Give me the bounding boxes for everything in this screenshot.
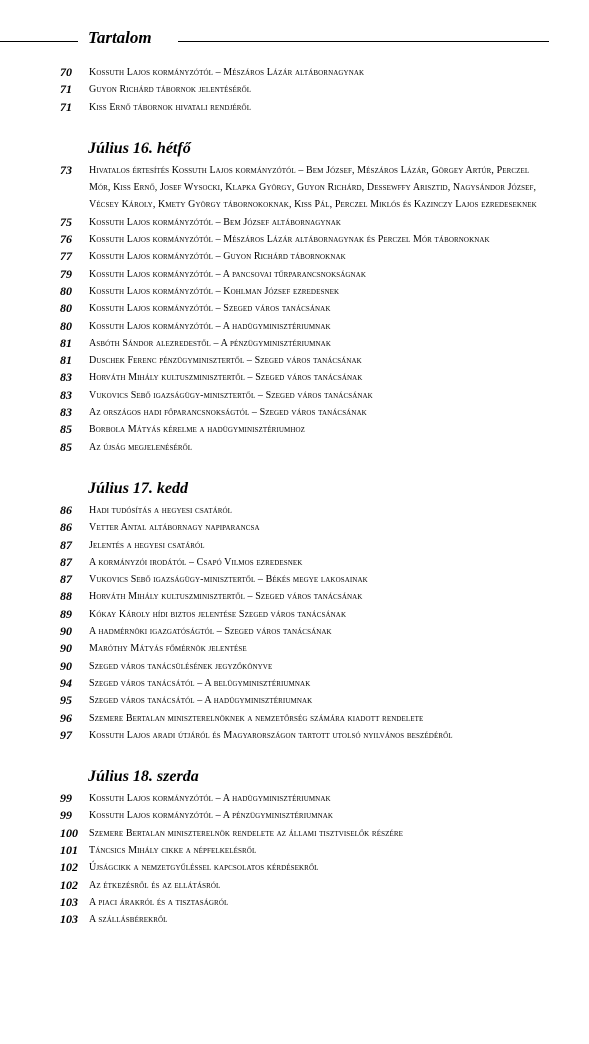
toc-entry [0,911,589,928]
toc-entry [0,710,589,727]
toc-entry [0,658,589,675]
table-of-contents [0,64,589,928]
page-number: 99 [60,808,72,823]
entry-title: Kossuth Lajos kormányzótól – Mészáros Lázár altábornagynak és Perczel Mór tábornoknak [89,234,490,246]
page-number: 102 [60,860,78,875]
header-rule-right [178,41,549,42]
entry-title: Kossuth Lajos kormányzótól – A pancsovai tűrparancsnokságnak [89,268,367,280]
entry-title: Jelentés a hegyesi csatáról [89,539,205,551]
toc-entry [0,537,589,554]
entry-title: Szeged város tanácsülésének jegyzőkönyve [89,660,273,672]
entry-title: Duschek Ferenc pénzügyminisztertől – Szeged város tanácsának [89,355,362,367]
toc-entry [0,606,589,623]
toc-entry [0,214,589,231]
page-number: 88 [60,589,72,604]
entry-title: Táncsics Mihály cikke a népfelkelésről [89,844,257,856]
toc-entry [0,248,589,265]
page-number: 80 [60,318,72,333]
entry-title: Hadi tudósítás a hegyesi csatáról [89,504,233,516]
toc-entry [0,439,589,456]
toc-entry [0,692,589,709]
entry-title: Kossuth Lajos kormányzótól – Bem József altábornagynak [89,216,342,228]
toc-entry [0,99,589,116]
toc-entry [0,502,589,519]
toc-entry [0,571,589,588]
entry-title: A kormányzói irodától – Csapó Vilmos ezredesnek [89,556,303,568]
section-gap [0,116,589,134]
toc-entry [0,162,589,214]
page-number: 79 [60,266,72,281]
entry-title: Kossuth Lajos kormányzótól – A pénzügyminisztériumnak [89,810,334,822]
entry-title: Kossuth Lajos aradi útjáról és Magyarországon tartott utolsó nyilvános beszédéről [89,729,453,741]
entry-title: Kossuth Lajos kormányzótól – Mészáros Lázár altábornagynak [89,67,365,78]
day-heading: Július 18. szerda [88,768,199,786]
toc-entry [0,387,589,404]
toc-entry [0,640,589,657]
page-number: 75 [60,214,72,229]
entry-title: Újságcikk a nemzetgyűléssel kapcsolatos kérdésekről [89,862,319,874]
day-heading: Július 17. kedd [88,479,189,497]
page-number: 103 [60,894,78,909]
page-number: 86 [60,502,72,517]
toc-entry [0,404,589,421]
toc-entry [0,554,589,571]
toc-entry [0,877,589,894]
entry-title: Kossuth Lajos kormányzótól – Guyon Richárd tábornoknak [89,251,346,263]
page-number: 71 [60,82,72,97]
page-number: 83 [60,370,72,385]
toc-entry [0,421,589,438]
entry-title: Hivatalos értesítés Kossuth Lajos kormányzótól – Bem József, Mészáros Lázár, Görgey Artúr, Perczel Mór, Kiss Ernő, Josef Wysocki, Klapka György, Guyon Richárd, Dessewffy Arisztid, Nagysándor József, Vécsey Károly, Kmety György tábornokoknak, Kiss Pál, Perczel Miklós és Kazinczy Lajos ezredeseknek [89,164,537,211]
page-number: 97 [60,727,72,742]
entry-title: Szeged város tanácsától – A belügyminisztériumnak [89,677,311,689]
page-number: 90 [60,641,72,656]
page-number: 87 [60,554,72,569]
entry-title: Horváth Mihály kultuszminisztertől – Szeged város tanácsának [89,372,363,384]
page-number: 87 [60,572,72,587]
toc-entry [0,81,589,98]
page-number: 81 [60,353,72,368]
entry-title: Kossuth Lajos kormányzótól – Kohlman József ezredesnek [89,285,340,297]
entry-title: Vukovics Sebő igazságügy-minisztertől – Szeged város tanácsának [89,389,373,401]
page-number: 77 [60,249,72,264]
entry-title: Vukovics Sebő igazságügy-minisztertől – Békés megye lakosainak [89,574,368,586]
entry-title: Guyon Richárd tábornok jelentéséről [89,84,252,96]
page-number: 85 [60,422,72,437]
page-header [0,28,589,48]
toc-entry [0,318,589,335]
toc-entry [0,369,589,386]
page-number: 71 [60,99,72,114]
entry-title: Az újság megjelenéséről [89,441,193,453]
toc-entry [0,64,589,81]
entry-title: Kossuth Lajos kormányzótól – Szeged város tanácsának [89,303,331,315]
page-number: 76 [60,232,72,247]
toc-entry [0,807,589,824]
entry-title: A hadmérnöki igazgatóságtól – Szeged város tanácsának [89,626,332,638]
entry-title: Maróthy Mátyás főmérnök jelentése [89,643,247,655]
page-number: 90 [60,658,72,673]
toc-entry [0,727,589,744]
page-number: 103 [60,912,78,927]
entry-title: Szeged város tanácsától – A hadügyminisztériumnak [89,695,313,707]
entry-title: Kossuth Lajos kormányzótól – A hadügyminisztériumnak [89,320,331,332]
toc-entry [0,231,589,248]
page-number: 83 [60,405,72,420]
page-number: 80 [60,283,72,298]
entry-title: A szállásbérekről [89,914,168,926]
toc-entry [0,335,589,352]
entry-title: Szemere Bertalan miniszterelnök rendelete az állami tisztviselők részére [89,827,403,839]
page-number: 96 [60,710,72,725]
section-gap [0,456,589,474]
toc-entry [0,623,589,640]
entry-title: Vetter Antal altábornagy napiparancsa [89,522,260,534]
page-number: 99 [60,791,72,806]
page-number: 100 [60,825,78,840]
toc-entry [0,300,589,317]
entry-title: Asbóth Sándor alezredestől – A pénzügyminisztériumnak [89,337,331,349]
page-number: 89 [60,606,72,621]
toc-entry [0,842,589,859]
entry-title: Kókay Károly hídi biztos jelentése Szeged város tanácsának [89,608,347,620]
page-number: 85 [60,439,72,454]
page-number: 80 [60,301,72,316]
page-number: 70 [60,65,72,79]
entry-title: Borbola Mátyás kérelme a hadügyminisztériumhoz [89,424,306,436]
toc-entry [0,859,589,876]
page-number: 73 [60,162,72,177]
toc-entry [0,352,589,369]
toc-entry [0,825,589,842]
page-number: 94 [60,675,72,690]
header-rule-left [0,41,78,42]
page-number: 102 [60,877,78,892]
entry-title: Kiss Ernő tábornok hivatali rendjéről [89,101,252,113]
page-number: 90 [60,624,72,639]
day-heading: Július 16. hétfő [88,139,191,157]
page-number: 95 [60,693,72,708]
page-number: 86 [60,520,72,535]
toc-entry [0,519,589,536]
page-title: Tartalom [88,28,152,47]
page-number: 83 [60,387,72,402]
entry-title: Az étkezésről és az ellátásról [89,879,221,891]
toc-entry [0,894,589,911]
toc-entry [0,588,589,605]
page-number: 87 [60,537,72,552]
toc-entry [0,266,589,283]
page-number: 81 [60,335,72,350]
entry-title: Szemere Bertalan miniszterelnöknek a nemzetőrség számára kiadott rendelete [89,712,424,724]
entry-title: Az országos hadi főparancsnokságtól – Szeged város tanácsának [89,407,367,419]
entry-title: Kossuth Lajos kormányzótól – A hadügyminisztériumnak [89,793,331,805]
toc-entry [0,675,589,692]
section-gap [0,744,589,762]
page-number: 101 [60,842,78,857]
entry-title: A piaci árakról és a tisztaságról [89,896,229,908]
toc-entry [0,283,589,300]
entry-title: Horváth Mihály kultuszminisztertől – Szeged város tanácsának [89,591,363,603]
toc-entry [0,790,589,807]
